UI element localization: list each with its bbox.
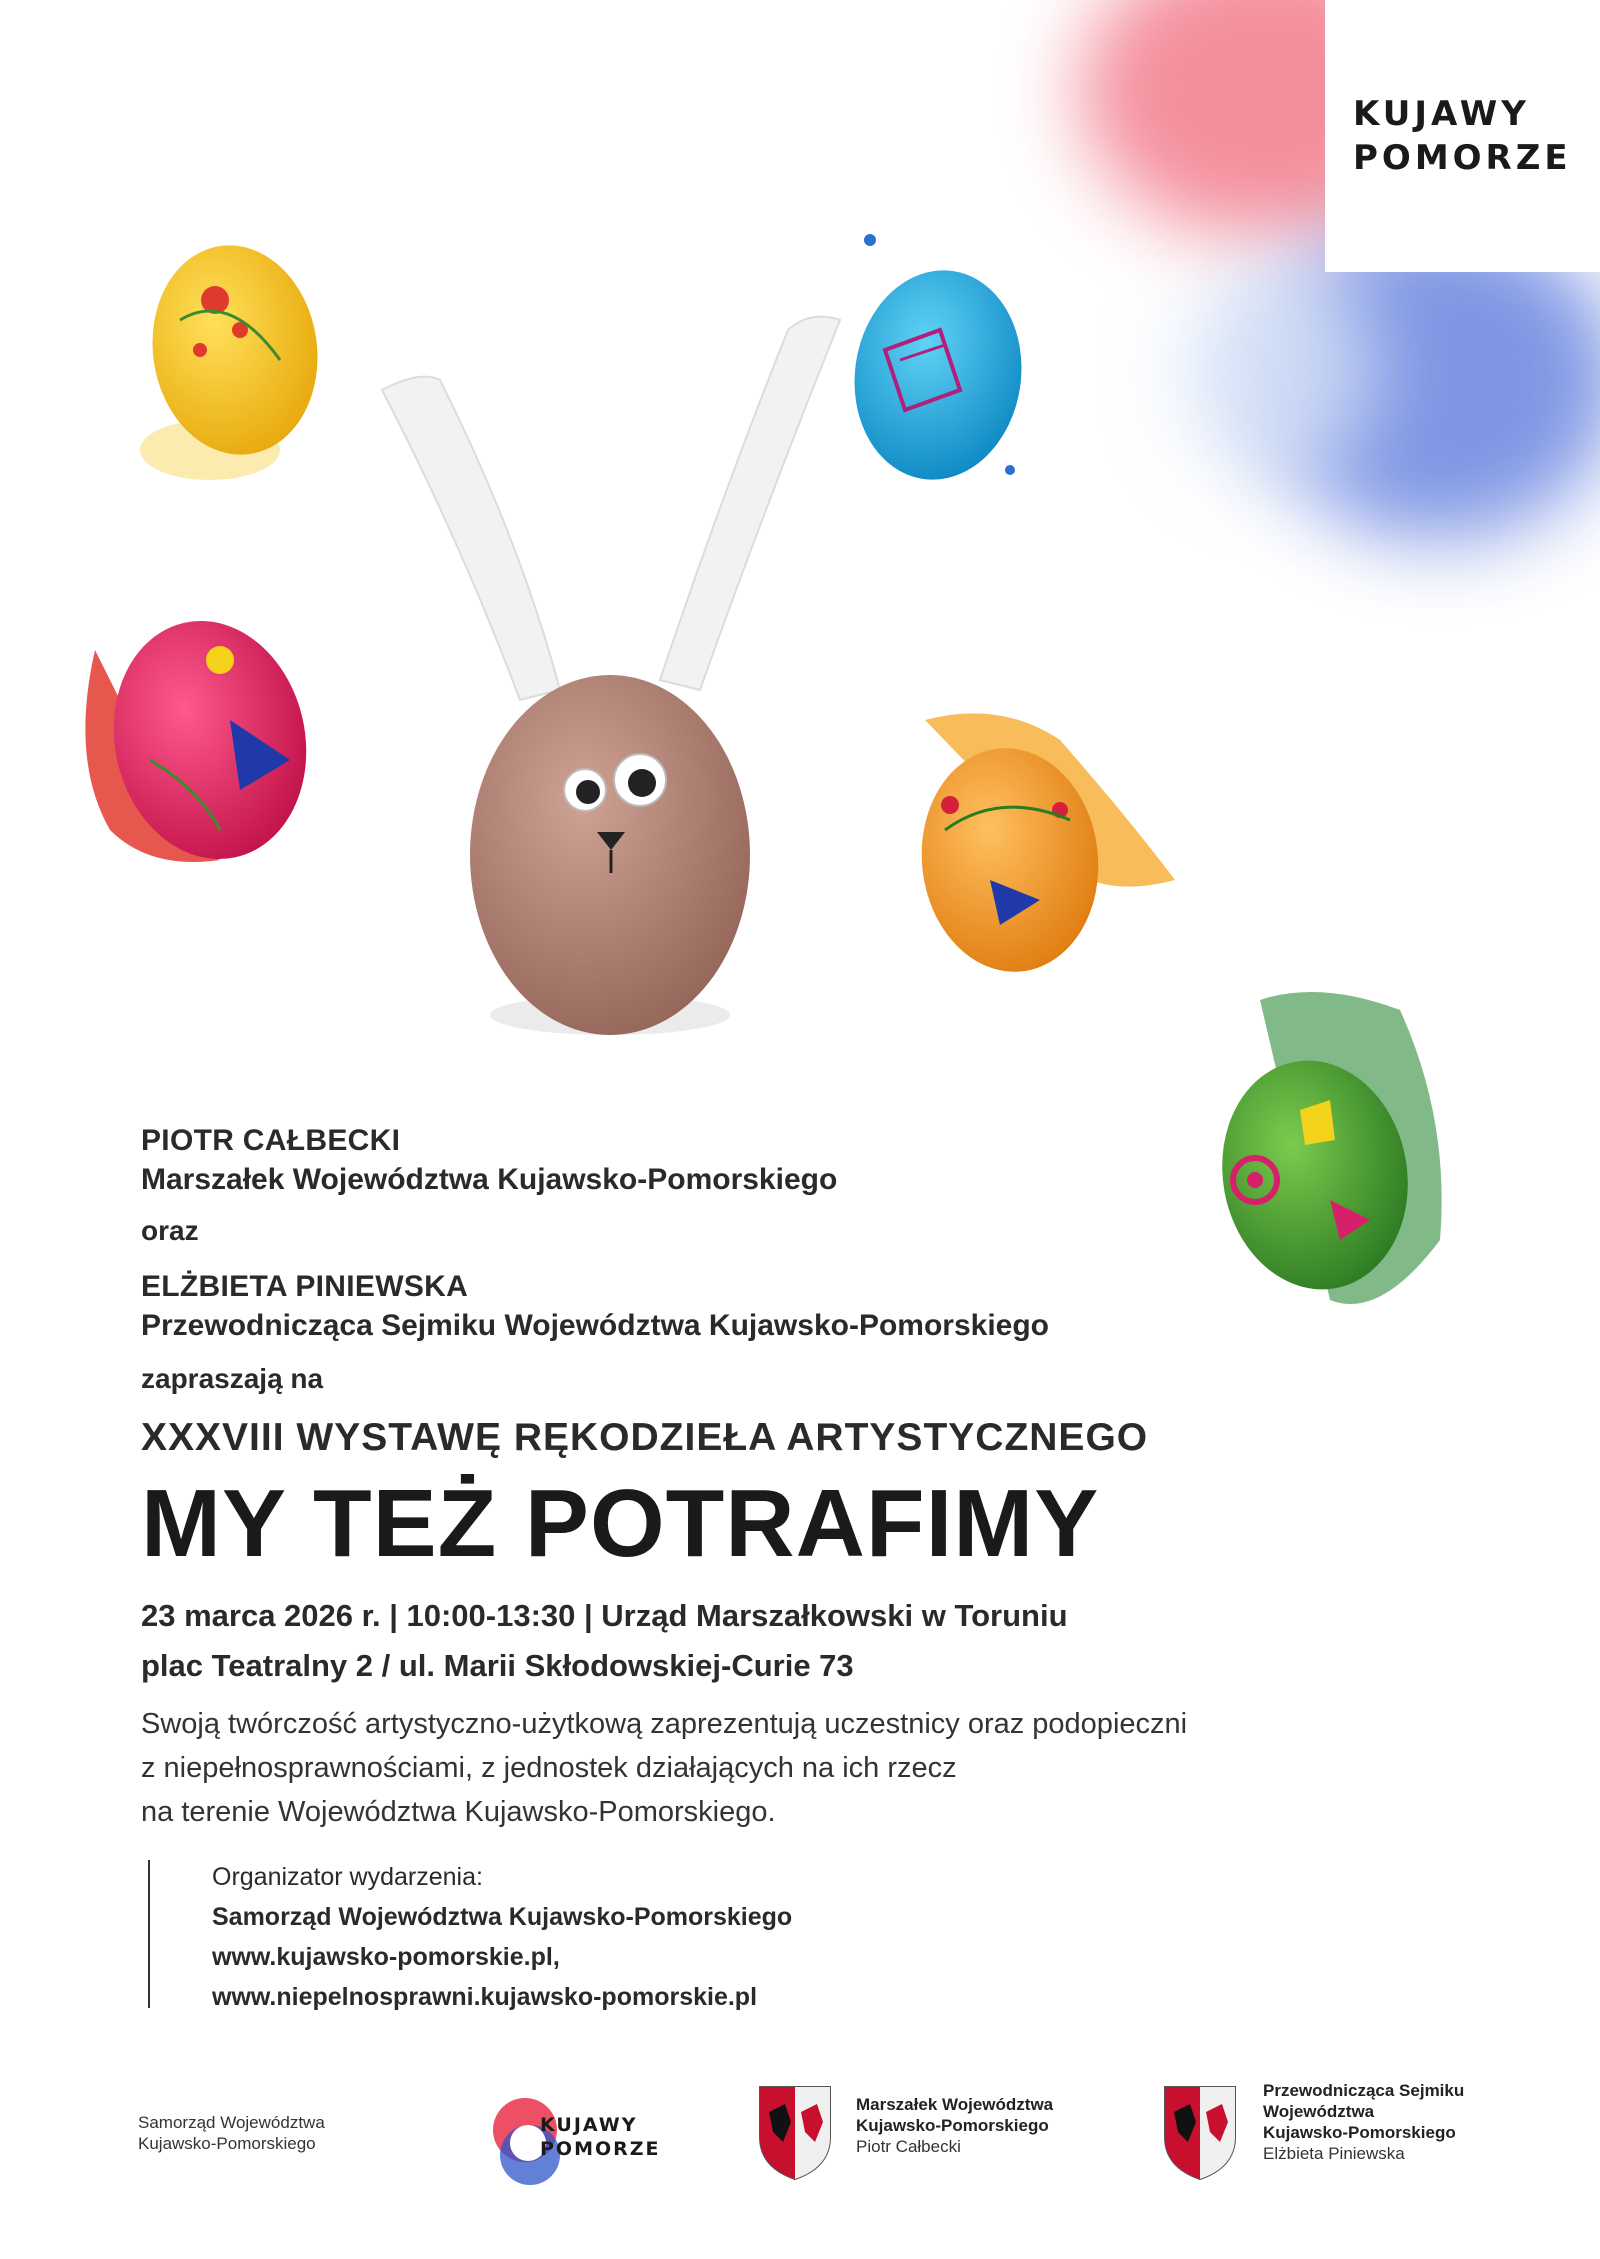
coat-of-arms-icon <box>755 2082 835 2182</box>
footer-marszalek-name: Piotr Całbecki <box>856 2137 961 2156</box>
blue-egg <box>841 234 1035 491</box>
invite-text: zapraszają na <box>141 1363 324 1394</box>
footer-marszalek <box>856 2094 1053 2157</box>
footer-samorzad-line2: Kujawsko-Pomorskiego <box>138 2134 316 2153</box>
footer-samorzad-line1: Samorząd Województwa <box>138 2113 325 2132</box>
footer-sejmik <box>1263 2080 1464 2164</box>
footer-sejmik-line3: Kujawsko-Pomorskiego <box>1263 2123 1456 2142</box>
organizer-url1[interactable]: www.kujawsko-pomorskie.pl, <box>212 1943 560 1971</box>
organizer-url2[interactable]: www.niepelnosprawni.kujawsko-pomorskie.pl <box>212 1983 758 2011</box>
footer-sejmik-line1: Przewodnicząca Sejmiku <box>1263 2081 1465 2100</box>
bunny-ears <box>382 317 840 700</box>
organizer-divider <box>148 1860 150 2008</box>
green-egg <box>1204 992 1441 1304</box>
footer-logo-line2: POMORZE <box>540 2138 661 2160</box>
description-line1: Swoją twórczość artystyczno-użytkową zaprezentują uczestnicy oraz podopieczni <box>141 1708 1188 1740</box>
event-subtitle: XXXVIII WYSTAWĘ RĘKODZIEŁA ARTYSTYCZNEGO <box>141 1416 1149 1459</box>
conjunction: oraz <box>141 1215 199 1246</box>
footer-sejmik-line2: Województwa <box>1263 2102 1375 2121</box>
footer-kujawy-logo <box>470 2085 690 2195</box>
bunny-egg <box>470 675 750 1035</box>
logo-line2: POMORZE <box>1353 138 1572 178</box>
event-title: MY TEŻ POTRAFIMY <box>141 1470 1100 1577</box>
coat-of-arms-icon-2 <box>1160 2082 1240 2182</box>
host2-name: ELŻBIETA PINIEWSKA <box>141 1270 469 1303</box>
host1-role: Marszałek Województwa Kujawsko-Pomorskiego <box>141 1163 838 1196</box>
description-line2: z niepełnosprawnościami, z jednostek działających na ich rzecz <box>141 1752 957 1784</box>
host1-name: PIOTR CAŁBECKI <box>141 1124 401 1157</box>
organizer-name: Samorząd Województwa Kujawsko-Pomorskiego <box>212 1903 793 1931</box>
pink-egg <box>85 603 327 877</box>
description-line3: na terenie Województwa Kujawsko-Pomorskiego. <box>141 1796 776 1828</box>
event-datetime: 23 marca 2026 r. | 10:00-13:30 | Urząd Marszałkowski w Toruniu <box>141 1598 1068 1633</box>
footer-samorzad <box>138 2112 325 2154</box>
organizer-label: Organizator wydarzenia: <box>212 1863 483 1891</box>
logo-line1: KUJAWY <box>1353 94 1530 134</box>
footer-sejmik-name: Elżbieta Piniewska <box>1263 2144 1405 2163</box>
orange-egg <box>911 713 1175 980</box>
event-address: plac Teatralny 2 / ul. Marii Skłodowskiej-Curie 73 <box>141 1648 854 1683</box>
footer-marszalek-line1: Marszałek Województwa <box>856 2095 1054 2114</box>
footer-logo-line1: KUJAWY <box>540 2114 638 2136</box>
host2-role: Przewodnicząca Sejmiku Województwa Kujawsko-Pomorskiego <box>141 1309 1049 1342</box>
yellow-egg <box>139 235 331 480</box>
footer-marszalek-line2: Kujawsko-Pomorskiego <box>856 2116 1049 2135</box>
